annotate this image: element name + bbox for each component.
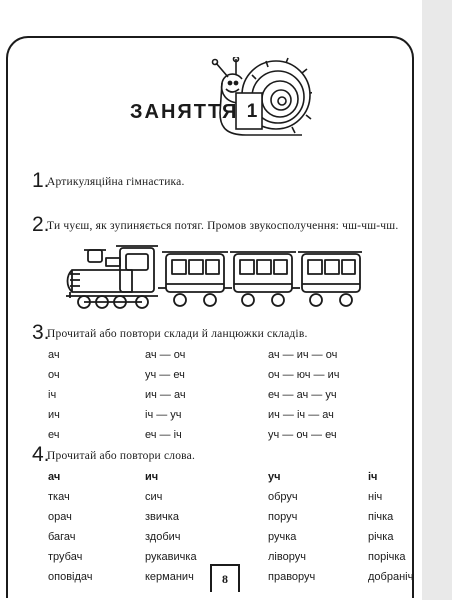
- locomotive-chimney: [88, 250, 102, 262]
- word-cell: пічка: [368, 511, 394, 523]
- word-cell: річка: [368, 531, 394, 543]
- train-illustration: [66, 244, 362, 310]
- syllable-cell: ач: [48, 349, 60, 361]
- syllable-pair: уч — еч: [145, 369, 185, 381]
- word-cell: здобич: [145, 531, 181, 543]
- word-cell: звичка: [145, 511, 179, 523]
- syllable-chain: ич — іч — ач: [268, 409, 334, 421]
- section-2-number: 2.: [32, 213, 50, 236]
- word-cell: керманич: [145, 571, 194, 583]
- syllable-chain: оч — юч — ич: [268, 369, 340, 381]
- word-cell: поруч: [268, 511, 298, 523]
- words-column-header: іч: [368, 471, 378, 483]
- section-3-number: 3.: [32, 321, 50, 344]
- words-column-header: ич: [145, 471, 159, 483]
- section-2-text: Ти чуєш, як зупиняється потяг. Промов звукосполучення: чш-чш-чш.: [47, 220, 399, 232]
- word-cell: порічка: [368, 551, 406, 563]
- syllable-chain: еч — ач — уч: [268, 389, 337, 401]
- section-4-number: 4.: [32, 443, 50, 466]
- word-cell: ніч: [368, 491, 383, 503]
- word-cell: праворуч: [268, 571, 316, 583]
- syllable-cell: еч: [48, 429, 60, 441]
- syllable-pair: іч — уч: [145, 409, 182, 421]
- page-title: ЗАНЯТТЯ: [130, 101, 239, 123]
- word-cell: орач: [48, 511, 72, 523]
- word-cell: обруч: [268, 491, 298, 503]
- word-cell: добраніч: [368, 571, 414, 583]
- section-1-number: 1.: [32, 169, 50, 192]
- section-1-text: Артикуляційна гімнастика.: [47, 176, 185, 188]
- syllable-chain: ач — ич — оч: [268, 349, 338, 361]
- syllable-chain: уч — оч — еч: [268, 429, 337, 441]
- words-column-header: ач: [48, 471, 61, 483]
- word-cell: рукавичка: [145, 551, 197, 563]
- syllable-cell: іч: [48, 389, 57, 401]
- section-4-text: Прочитай або повтори слова.: [47, 450, 196, 462]
- word-cell: багач: [48, 531, 76, 543]
- section-3-text: Прочитай або повтори склади й ланцюжки складів.: [47, 328, 308, 340]
- word-cell: оповідач: [48, 571, 93, 583]
- syllable-pair: ач — оч: [145, 349, 186, 361]
- syllable-pair: ич — ач: [145, 389, 186, 401]
- syllable-pair: еч — іч: [145, 429, 182, 441]
- page-number: 8: [210, 564, 240, 592]
- lesson-number: 1: [246, 101, 258, 122]
- words-column-header: уч: [268, 471, 281, 483]
- word-cell: ручка: [268, 531, 297, 543]
- syllable-cell: ич: [48, 409, 60, 421]
- word-cell: сич: [145, 491, 163, 503]
- syllable-cell: оч: [48, 369, 60, 381]
- snail-icon: [206, 57, 312, 141]
- word-cell: ліворуч: [268, 551, 306, 563]
- word-cell: трубач: [48, 551, 83, 563]
- word-cell: ткач: [48, 491, 70, 503]
